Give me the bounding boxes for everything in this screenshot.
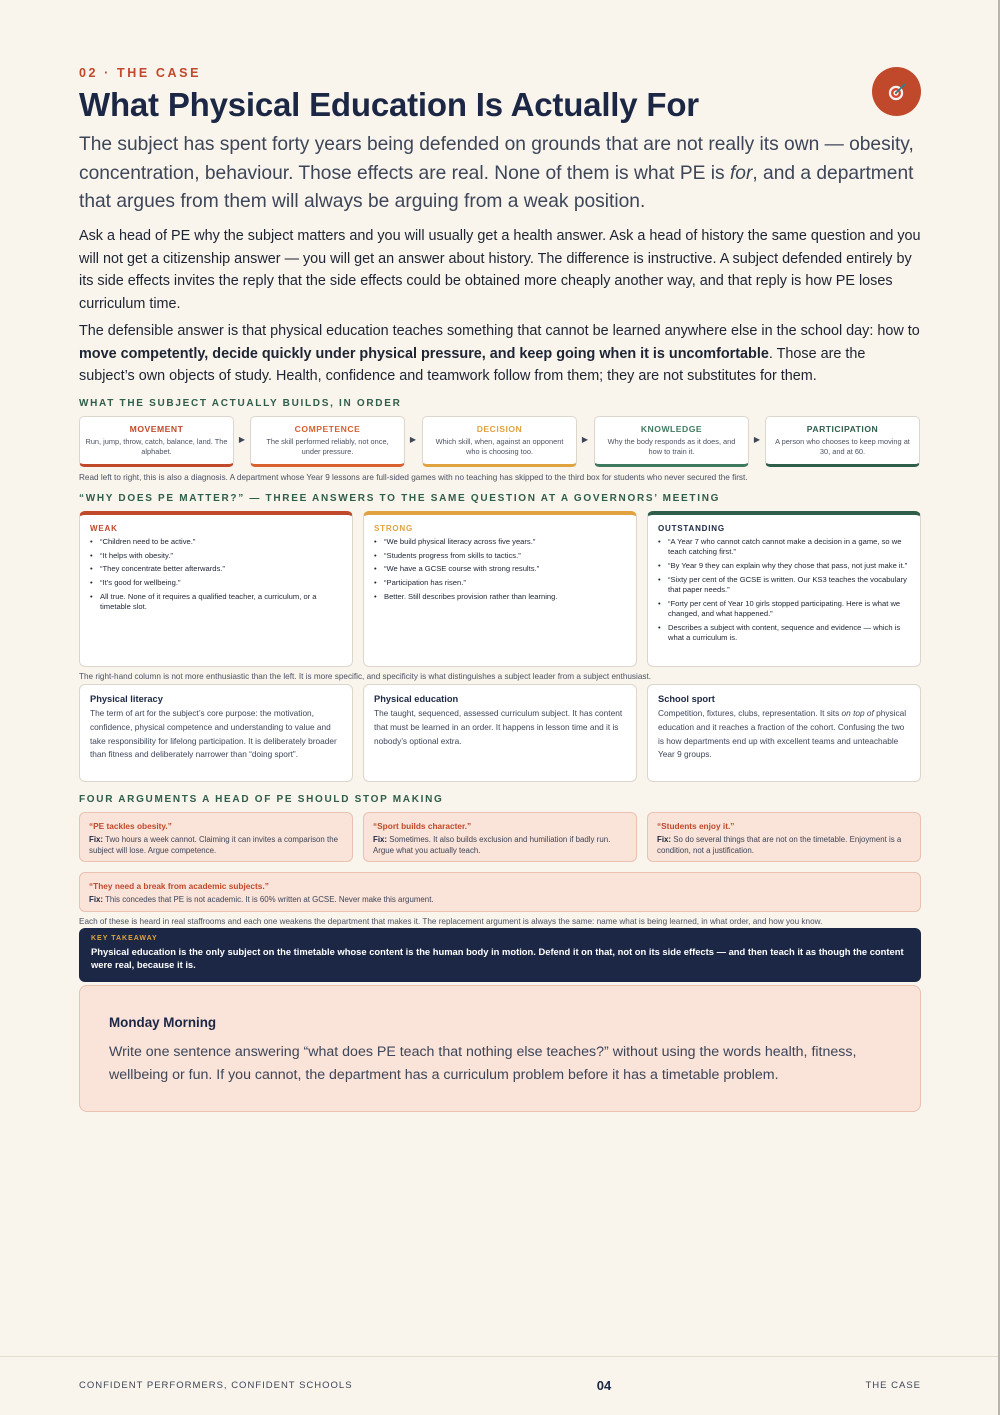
lead-paragraph xyxy=(79,131,921,217)
definition-text-start: Competition, fixtures, clubs, representation. It sits xyxy=(658,708,842,718)
argument-fix xyxy=(89,834,343,856)
progression-caption: Read left to right, this is also a diagnosis. A department whose Year 9 lessons are full-sided games with no teaching has skipped to the third box for students who never secured the first. xyxy=(79,473,748,482)
arguments-label: FOUR ARGUMENTS A HEAD OF PE SHOULD STOP MAKING xyxy=(79,794,444,805)
list-item: • “By Year 9 they can explain why they chose that pass, not just make it.” xyxy=(658,561,910,571)
list-item: • “We build physical literacy across five years.” xyxy=(374,537,626,547)
page-title: What Physical Education Is Actually For xyxy=(79,86,699,123)
body-p2-bold: move competently, decide quickly under physical pressure, and keep going when it is uncomfortable xyxy=(79,345,769,362)
list-item: • “Sixty per cent of the GCSE is written. Our KS3 teaches the vocabulary that paper needs.” xyxy=(658,575,910,596)
definition-card-physical-literacy xyxy=(79,684,353,782)
answer-list xyxy=(658,537,910,644)
definition-text: The term of art for the subject’s core purpose: the motivation, confidence, physical competence and understanding to value and take responsibility for lifelong participation. It is deliberately broader than fitness and deliberately narrower than “doing sport”. xyxy=(90,708,337,760)
argument-fix xyxy=(89,894,911,905)
lead-text-2: , and a department that argues from them will always be arguing from a weak position. xyxy=(79,162,914,212)
fix-text: Two hours a week cannot. Claiming it can invites a comparison the subject will lose. Argue competence. xyxy=(89,835,338,855)
step-title: PARTICIPATION xyxy=(806,424,879,434)
footer-publication: CONFIDENT PERFORMERS, CONFIDENT SCHOOLS xyxy=(79,1380,353,1391)
step-title: COMPETENCE xyxy=(294,424,361,434)
list-item: • “It’s good for wellbeing.” xyxy=(90,578,342,588)
body-paragraph-2 xyxy=(79,320,921,388)
step-text: A person who chooses to keep moving at 30, and at 60. xyxy=(775,437,910,456)
body-p2-start: The defensible answer is that physical education teaches something that cannot be learned anywhere else in the school day: how to xyxy=(79,323,920,339)
fix-text: So do several things that are not on the timetable. Enjoyment is a condition, not a justification. xyxy=(657,835,902,855)
step-title: DECISION xyxy=(476,424,523,434)
step-text: The skill performed reliably, not once, under pressure. xyxy=(266,437,389,456)
progression-label: WHAT THE SUBJECT ACTUALLY BUILDS, IN ORDER xyxy=(79,398,402,409)
definition-text-end: physical education and it reaches a fraction of the cohort. Confusing the two is how departments end up with excellent teams and unteachable Year 9 groups. xyxy=(658,708,907,760)
argument-title: “Sport builds character.” xyxy=(373,821,472,831)
step-text: Run, jump, throw, catch, balance, land. The alphabet. xyxy=(85,437,228,456)
list-item: • “A Year 7 who cannot catch cannot make a decision in a game, so we teach catching first.” xyxy=(658,537,910,558)
answer-column-strong xyxy=(363,511,637,667)
argument-card-character xyxy=(363,812,637,862)
lead-emphasis: for xyxy=(729,162,753,184)
list-item: • “We have a GCSE course with strong results.” xyxy=(374,564,626,574)
progression-flow xyxy=(79,416,921,467)
arrow-right-icon: ▶ xyxy=(238,435,246,444)
argument-card-enjoy xyxy=(647,812,921,862)
progression-step-movement xyxy=(79,416,234,467)
list-item: • Describes a subject with content, sequence and evidence — which is what a curriculum is. xyxy=(658,623,910,644)
monday-morning-box xyxy=(79,985,921,1112)
answer-list xyxy=(374,537,626,602)
target-icon xyxy=(886,81,908,103)
list-item: • “Forty per cent of Year 10 girls stopped participating. Here is what we changed, and what happened.” xyxy=(658,599,910,620)
step-text: Which skill, when, against an opponent who is choosing too. xyxy=(435,437,564,456)
list-item: • “They concentrate better afterwards.” xyxy=(90,564,342,574)
fix-text: This concedes that PE is not academic. It is 60% written at GCSE. Never make this argument. xyxy=(105,895,434,904)
progression-step-decision xyxy=(422,416,577,467)
column-title: STRONG xyxy=(374,524,414,533)
answers-caption: The right-hand column is not more enthusiastic than the left. It is more specific, and specificity is what distinguishes a subject leader from a subject enthusiast. xyxy=(79,672,652,681)
body-p2-end: . Those are the subject’s own objects of study. Health, confidence and teamwork follow from them; they are not substitutes for them. xyxy=(79,345,866,384)
argument-title: “PE tackles obesity.” xyxy=(89,821,172,831)
progression-step-knowledge xyxy=(594,416,749,467)
fix-label: Fix: xyxy=(657,835,672,844)
column-title: WEAK xyxy=(90,524,118,533)
arrow-right-icon: ▶ xyxy=(753,435,761,444)
page-number: 04 xyxy=(596,1378,612,1393)
column-title: OUTSTANDING xyxy=(658,524,725,533)
argument-fix xyxy=(657,834,911,856)
definition-text: The taught, sequenced, assessed curriculum subject. It has content that must be learned in an order. It happens in lesson time and it is nobody’s optional extra. xyxy=(374,708,623,746)
key-takeaway xyxy=(79,928,921,982)
answers-label: “WHY DOES PE MATTER?” — THREE ANSWERS TO THE SAME QUESTION AT A GOVERNORS’ MEETING xyxy=(79,493,721,504)
definition-text-emphasis: on top of xyxy=(841,708,874,718)
answer-column-outstanding xyxy=(647,511,921,667)
list-item: • “Participation has risen.” xyxy=(374,578,626,588)
answer-list xyxy=(90,537,342,613)
fix-text: Sometimes. It also builds exclusion and humiliation if badly run. Argue what you actually teach. xyxy=(373,835,611,855)
step-text: Why the body responds as it does, and how to train it. xyxy=(607,437,736,456)
fix-label: Fix: xyxy=(373,835,388,844)
arguments-caption: Each of these is heard in real staffrooms and each one weakens the department that makes it. The replacement argument is always the same: name what is being learned, in what order, and how you know. xyxy=(79,917,823,926)
monday-text: Write one sentence answering “what does PE teach that nothing else teaches?” without using the words health, fitness, wellbeing or fun. If you cannot, the department has a curriculum problem before it has a timetable problem. xyxy=(109,1044,857,1083)
list-item: • “Students progress from skills to tactics.” xyxy=(374,551,626,561)
definition-card-physical-education xyxy=(363,684,637,782)
argument-card-break xyxy=(79,872,921,912)
takeaway-label: KEY TAKEAWAY xyxy=(91,935,158,942)
fix-label: Fix: xyxy=(89,895,104,904)
list-item: • “It helps with obesity.” xyxy=(90,551,342,561)
monday-title: Monday Morning xyxy=(109,1015,217,1030)
definition-title: Physical literacy xyxy=(90,694,163,704)
fix-label: Fix: xyxy=(89,835,104,844)
step-title: KNOWLEDGE xyxy=(640,424,703,434)
takeaway-text: Physical education is the only subject on the timetable whose content is the human body in motion. Defend it on that, not on its side effects — and then teach it as though the content were real, because it is. xyxy=(91,946,904,970)
list-item: • All true. None of it requires a qualified teacher, a curriculum, or a timetable slot. xyxy=(90,592,342,613)
argument-card-obesity xyxy=(79,812,353,862)
lead-text-1: The subject has spent forty years being defended on grounds that are not really its own — obesity, concentration, behaviour. Those effects are real. None of them is what PE is xyxy=(79,134,914,184)
argument-title: “They need a break from academic subjects.” xyxy=(89,881,269,891)
progression-step-participation xyxy=(765,416,920,467)
definition-title: Physical education xyxy=(374,694,459,704)
section-badge xyxy=(872,67,921,116)
list-item: • Better. Still describes provision rather than learning. xyxy=(374,592,626,602)
argument-fix xyxy=(373,834,627,856)
step-title: MOVEMENT xyxy=(129,424,184,434)
arrow-right-icon: ▶ xyxy=(409,435,417,444)
body-paragraph-1: Ask a head of PE why the subject matters and you will usually get a health answer. Ask a head of history the same question and you will not get a citizenship answer — you will get an answer about history. The difference is instructive. A subject defended entirely by its side effects invites the reply that the side effects could be obtained more cheaply another way, and that reply is how PE loses curriculum time. xyxy=(79,228,921,312)
progression-step-competence xyxy=(250,416,405,467)
answer-column-weak xyxy=(79,511,353,667)
footer-section: THE CASE xyxy=(865,1380,921,1391)
section-kicker: 02 · THE CASE xyxy=(79,66,202,80)
list-item: • “Children need to be active.” xyxy=(90,537,342,547)
footer-divider xyxy=(0,1356,1000,1357)
definition-card-school-sport xyxy=(647,684,921,782)
arrow-right-icon: ▶ xyxy=(581,435,589,444)
definition-text xyxy=(658,707,910,762)
argument-title: “Students enjoy it.” xyxy=(657,821,735,831)
definition-title: School sport xyxy=(658,694,715,704)
